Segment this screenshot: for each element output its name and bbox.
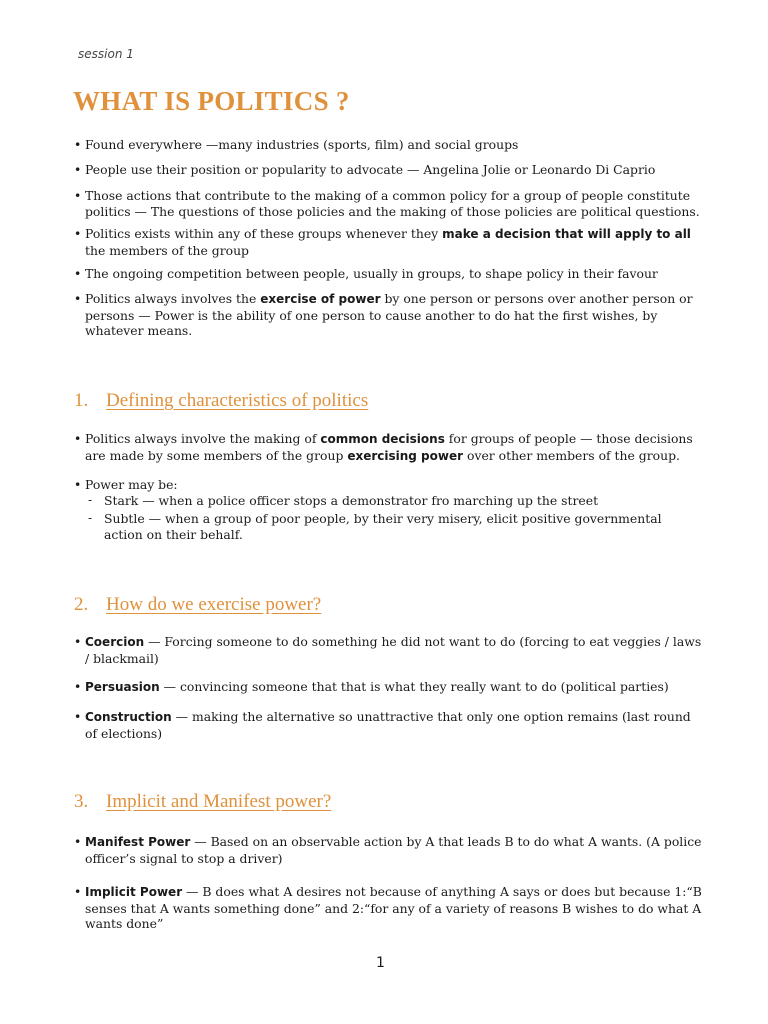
section-number: 2.: [74, 594, 89, 615]
session-label: session 1: [78, 47, 134, 61]
bullet-text: — Based on an observable action by A that leads B to do what A wants. (A police officer’s signal to stop a driver): [85, 834, 702, 866]
bullet-marker: •: [74, 477, 82, 492]
bullet-text: Found everywhere —many industries (sports, film) and social groups: [85, 137, 519, 152]
bullet-marker: •: [74, 834, 82, 849]
bullet-emphasis: Implicit Power: [85, 885, 183, 899]
page-title: WHAT IS POLITICS ?: [73, 86, 350, 116]
section-title: Implicit and Manifest power?: [106, 791, 332, 812]
sub-item-text: Subtle — when a group of poor people, by their very misery, elicit positive governmental action on their behalf.: [104, 511, 662, 542]
bullet-text: over other members of the group.: [463, 447, 680, 463]
bullet-emphasis: exercising power: [347, 448, 464, 463]
sub-item-text: Stark — when a police officer stops a demonstrator fro marching up the street: [104, 493, 599, 508]
bullet-emphasis: Manifest Power: [85, 835, 191, 849]
bullet-item: [74, 291, 704, 339]
sub-marker: -: [88, 492, 93, 507]
page-number: 1: [376, 955, 385, 971]
bullet-marker: •: [74, 431, 82, 446]
bullet-item: [74, 137, 704, 153]
bullet-marker: •: [74, 634, 82, 649]
bullet-item: [74, 226, 704, 258]
bullet-item: [74, 266, 704, 282]
bullet-text: by one person or persons over another person or persons — Power is the ability of one person to cause another to do hat the first wishes, by whatever means.: [85, 291, 693, 339]
bullet-item: [74, 709, 704, 741]
section-title: Defining characteristics of politics: [106, 390, 369, 411]
bullet-emphasis: exercise of power: [260, 292, 381, 306]
bullet-text: Those actions that contribute to the making of a common policy for a group of people constitute politics — The questions of those policies and the making of those policies are political questions.: [85, 188, 700, 219]
bullet-item: [74, 679, 704, 696]
bullet-marker: •: [74, 709, 82, 724]
bullet-text: — convincing someone that that is what they really want to do (political parties): [159, 679, 669, 694]
bullet-marker: •: [74, 266, 82, 281]
bullet-item: [74, 188, 704, 219]
bullet-marker: •: [74, 162, 82, 177]
bullet-text: Politics always involve the making of: [85, 431, 321, 446]
section-heading-3: [74, 791, 331, 813]
section-heading-2: [74, 594, 321, 616]
bullet-item: [74, 431, 704, 464]
sub-list-item: [88, 493, 700, 509]
bullet-text: The ongoing competition between people, usually in groups, to shape policy in their favour: [85, 266, 658, 281]
bullet-text: Politics exists within any of these groups whenever they: [85, 226, 443, 241]
bullet-emphasis: make a decision that will apply to all: [442, 227, 691, 241]
bullet-marker: •: [74, 188, 82, 203]
bullet-text: the members of the group: [85, 242, 249, 258]
bullet-emphasis: common decisions: [320, 432, 445, 446]
bullet-text: Politics always involves the: [85, 291, 261, 306]
bullet-emphasis: Construction: [85, 710, 172, 724]
sub-marker: -: [88, 510, 93, 525]
bullet-item: [74, 634, 704, 666]
section-title: How do we exercise power?: [106, 594, 322, 615]
bullet-marker: •: [74, 679, 82, 694]
bullet-item: [74, 477, 704, 493]
sub-list-item: [88, 511, 700, 542]
section-number: 3.: [74, 791, 89, 812]
bullet-text: People use their position or popularity to advocate — Angelina Jolie or Leonardo Di Caprio: [85, 162, 656, 177]
section-number: 1.: [74, 390, 89, 411]
bullet-emphasis: Persuasion: [85, 680, 160, 694]
bullet-text: — making the alternative so unattractive that only one option remains (last round of elections): [85, 709, 691, 741]
bullet-item: [74, 884, 704, 932]
bullet-emphasis: Coercion: [85, 635, 145, 649]
bullet-item: [74, 162, 704, 178]
bullet-text: Power may be:: [85, 477, 178, 492]
bullet-marker: •: [74, 291, 82, 306]
bullet-text: for groups of people — those decisions are made by some members of the group: [85, 431, 693, 463]
section-heading-1: [74, 390, 368, 412]
bullet-item: [74, 834, 704, 866]
bullet-text: — B does what A desires not because of anything A says or does but because 1:“B senses that A wants something done” and 2:“for any of a variety of reasons B wishes to do what A wants done”: [85, 884, 702, 932]
bullet-text: — Forcing someone to do something he did not want to do (forcing to eat veggies / laws / blackmail): [85, 634, 702, 666]
bullet-marker: •: [74, 884, 82, 899]
bullet-marker: •: [74, 137, 82, 152]
bullet-marker: •: [74, 226, 82, 241]
